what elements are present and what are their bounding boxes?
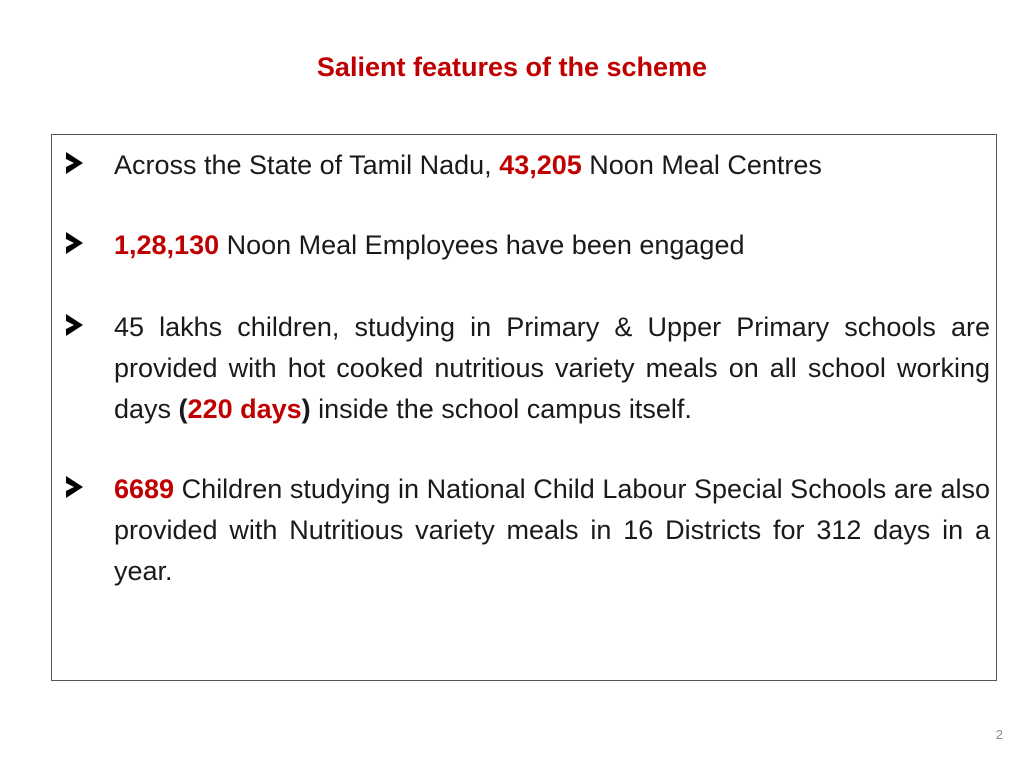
bullet-text-suffix: Noon Meal Employees have been engaged — [219, 230, 745, 260]
bullet-text-prefix: Across the State of Tamil Nadu, — [114, 150, 500, 180]
bullet-text — [114, 469, 990, 592]
bullet-item-child-labour-schools — [66, 469, 990, 592]
bullet-text — [114, 307, 990, 430]
highlight-days: 220 days — [187, 394, 302, 424]
bullet-item-employees — [66, 225, 990, 266]
bullet-text-prefix: 45 lakhs children, studying in Primary & Upper Primary schools are provided with hot cooked nutritious variety meals on all school working days — [114, 312, 990, 424]
bullet-item-noon-meal-centres — [66, 145, 990, 186]
arrow-bullet-icon — [66, 232, 83, 254]
bullet-item-children-meals — [66, 307, 990, 430]
open-paren: ( — [178, 394, 188, 424]
arrow-bullet-icon — [66, 152, 83, 174]
content-box — [51, 134, 997, 681]
bullet-text-suffix: inside the school campus itself. — [310, 394, 692, 424]
highlight-number: 6689 — [114, 474, 175, 504]
bullet-text — [114, 145, 990, 186]
close-paren: ) — [301, 394, 311, 424]
bullet-text — [114, 225, 990, 266]
bullet-text-suffix: Noon Meal Centres — [581, 150, 822, 180]
highlight-number: 43,205 — [499, 150, 582, 180]
arrow-bullet-icon — [66, 314, 83, 336]
bullet-text-suffix: Children studying in National Child Labour Special Schools are also provided with Nutritious variety meals in 16 Districts for 312 days in a year. — [114, 474, 990, 586]
arrow-bullet-icon — [66, 476, 83, 498]
slide-title: Salient features of the scheme — [316, 52, 708, 82]
page-number: 2 — [995, 727, 1003, 742]
highlight-number: 1,28,130 — [114, 230, 220, 260]
